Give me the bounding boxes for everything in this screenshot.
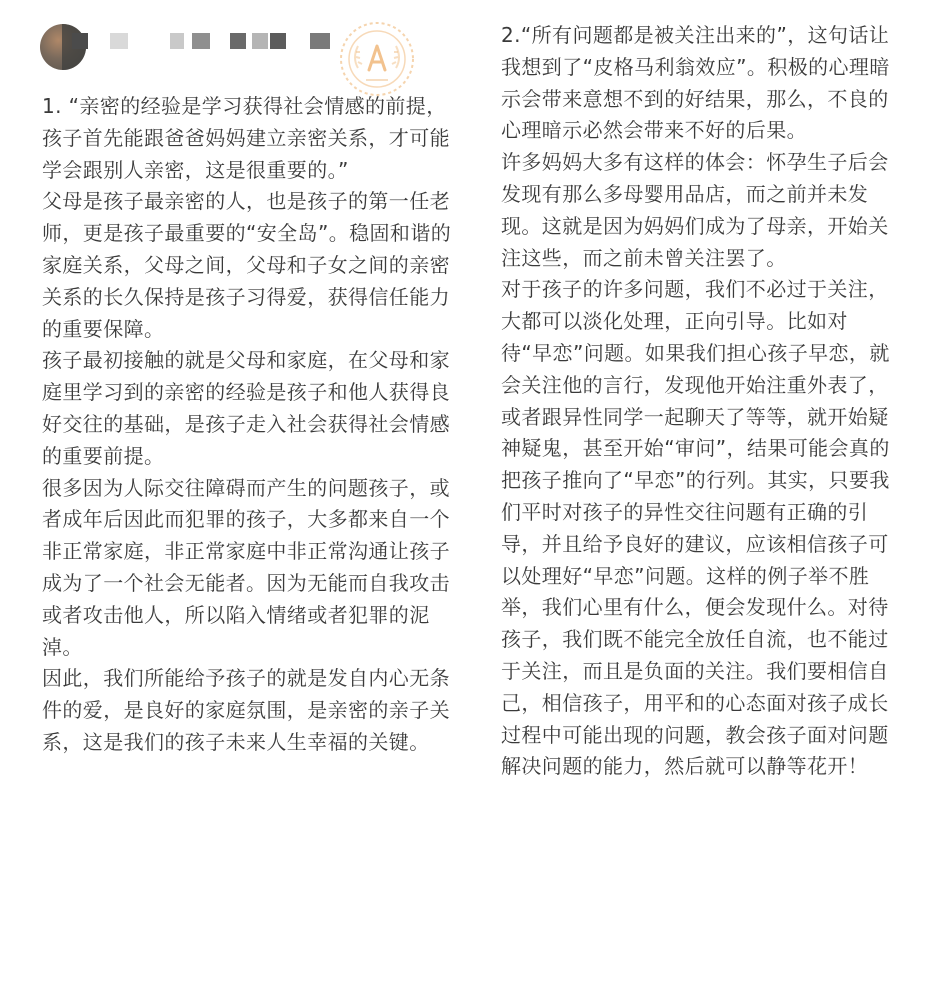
paragraph: 孩子最初接触的就是父母和家庭，在父母和家庭里学习到的亲密的经验是孩子和他人获得良好交往的基础，是孩子走入社会获得社会情感的重要前提。 [42,348,450,468]
paragraph: 很多因为人际交往障碍而产生的问题孩子，或者成年后因此而犯罪的孩子，大多都来自一个非正常家庭，非正常家庭中非正常沟通让孩子成为了一个社会无能者。因为无能而自我攻击或者攻击他人，所以陷入情绪或者犯罪的泥淖。 [42,475,450,659]
post-header [40,22,440,74]
name-blur-block [310,33,330,49]
name-blur-block [270,33,286,49]
paragraph: 父母是孩子最亲密的人，也是孩子的第一任老师，更是孩子最重要的“安全岛”。稳固和谐的家庭关系，父母之间，父母和子女之间的亲密关系的长久保持是孩子习得爱，获得信任能力的重要保障。 [42,189,452,341]
level-badge-icon [336,18,418,100]
name-blur-block [230,33,246,49]
name-blur-block [192,33,210,49]
paragraph: 因此，我们所能给予孩子的就是发自内心无条件的爱，是良好的家庭氛围，是亲密的亲子关系，这是我们的孩子未来人生幸福的关键。 [42,666,450,754]
name-blur-block [252,33,268,49]
paragraph: 1. “亲密的经验是学习获得社会情感的前提，孩子首先能跟爸爸妈妈建立亲密关系，才可能学会跟别人亲密，这是很重要的。” [42,94,450,182]
post-body-right-column [501,20,893,783]
name-blur-block [110,33,128,49]
name-blur-block [170,33,184,49]
paragraph: 许多妈妈大多有这样的体会：怀孕生子后会发现有那么多母婴用品店，而之前并未发现。这就是因为妈妈们成为了母亲，开始关注这些，而之前未曾关注罢了。 [501,150,889,270]
paragraph: 2.“所有问题都是被关注出来的”，这句话让我想到了“皮格马利翁效应”。积极的心理暗示会带来意想不到的好结果，那么，不良的心理暗示必然会带来不好的后果。 [501,23,890,143]
paragraph: 对于孩子的许多问题，我们不必过于关注，大都可以淡化处理，正向引导。比如对待“早恋”问题。如果我们担心孩子早恋，就会关注他的言行，发现他开始注重外表了，或者跟异性同学一起聊天了等等，就开始疑神疑鬼，甚至开始“审问”，结果可能会真的把孩子推向了“早恋”的行列。其实，只要我们平时对孩子的异性交往问题有正确的引导，并且给予良好的建议，应该相信孩子可以处理好“早恋”问题。这样的例子举不胜举，我们心里有什么，便会发现什么。对待孩子，我们既不能完全放任自流，也不能过于关注，而且是负面的关注。我们要相信自己，相信孩子，用平和的心态面对孩子成长过程中可能出现的问题，教会孩子面对问题解决问题的能力，然后就可以静等花开！ [501,277,890,779]
name-blur-block [72,33,88,49]
post-body-left-column [42,91,462,759]
